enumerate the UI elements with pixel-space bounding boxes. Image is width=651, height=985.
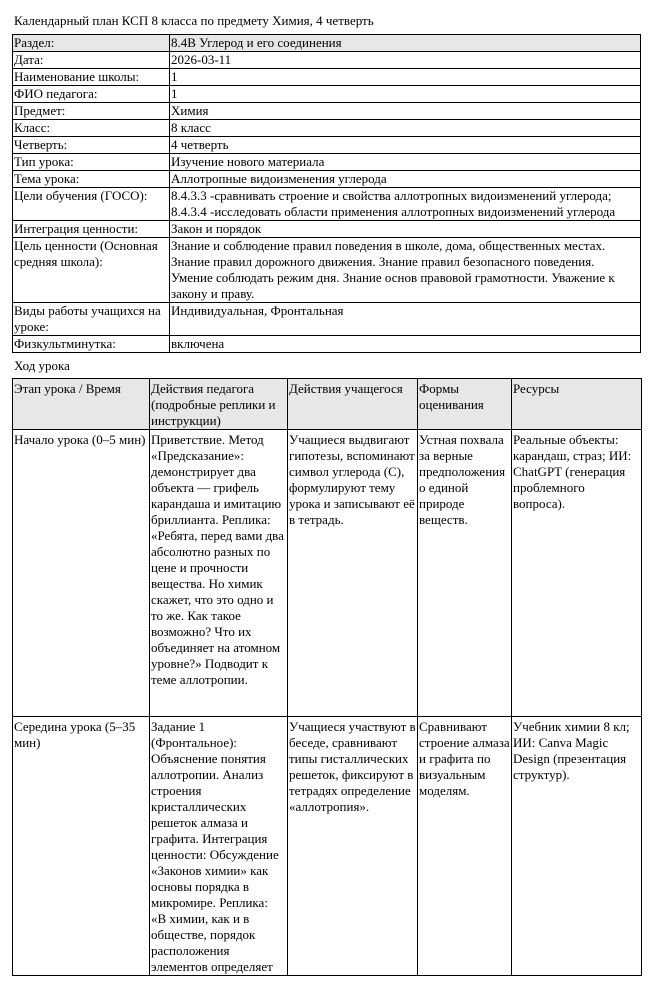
header-student-actions: Действия учащегося: [288, 379, 418, 430]
teacher-actions-cell: Приветствие. Метод «Предсказание»: демонстрирует два объекта — грифель карандаша и имитацию бриллианта. Реплика: «Ребята, перед вами два абсолютно разных по цене и прочности вещества. Но химик скажет, что это одно и то же. Как такое возможно? Что их объединяет на атомном уровне?» Подводит к теме аллотропии.: [150, 430, 288, 717]
info-label: Класс:: [13, 120, 170, 137]
info-value: 1: [170, 69, 641, 86]
info-value: Индивидуальная, Фронтальная: [170, 303, 641, 336]
info-label: Тип урока:: [13, 154, 170, 171]
info-row: [13, 154, 641, 171]
info-label: Физкультминутка:: [13, 336, 170, 353]
resources-cell: Реальные объекты: карандаш, страз; ИИ: ChatGPT (генерация проблемного вопроса).: [512, 430, 642, 717]
info-label: Цели обучения (ГОСО):: [13, 188, 170, 221]
info-label: Дата:: [13, 52, 170, 69]
header-resources: Ресурсы: [512, 379, 642, 430]
info-label: Цель ценности (Основная средняя школа):: [13, 238, 170, 303]
info-value: 8 класс: [170, 120, 641, 137]
info-value: 1: [170, 86, 641, 103]
header-stage: Этап урока / Время: [13, 379, 150, 430]
lesson-flow-table: [12, 378, 642, 976]
info-value: 2026-03-11: [170, 52, 641, 69]
flow-header-row: [13, 379, 642, 430]
student-actions-cell: Учащиеся выдвигают гипотезы, вспоминают символ углерода (С), формулируют тему урока и записывают её в тетрадь.: [288, 430, 418, 717]
info-row: [13, 69, 641, 86]
info-value: Изучение нового материала: [170, 154, 641, 171]
header-teacher-actions: Действия педагога (подробные реплики и инструкции): [150, 379, 288, 430]
info-value: Химия: [170, 103, 641, 120]
info-row: [13, 188, 641, 221]
info-value: 4 четверть: [170, 137, 641, 154]
info-row: [13, 137, 641, 154]
info-row: [13, 86, 641, 103]
info-row: [13, 171, 641, 188]
info-label: Раздел:: [13, 35, 170, 52]
header-assessment: Формы оценивания: [418, 379, 512, 430]
info-label: Наименование школы:: [13, 69, 170, 86]
resources-cell: Учебник химии 8 кл; ИИ: Canva Magic Design (презентация структур).: [512, 717, 642, 976]
info-value: 8.4.3.3 -сравнивать строение и свойства аллотропных видоизменений углерода; 8.4.3.4 -исследовать области применения аллотропных видоизменений углерода: [170, 188, 641, 221]
document-title: Календарный план КСП 8 класса по предмету Химия, 4 четверть: [14, 13, 374, 28]
info-label: Виды работы учащихся на уроке:: [13, 303, 170, 336]
info-row: [13, 221, 641, 238]
stage-cell: Начало урока (0–5 мин): [13, 430, 150, 717]
assessment-cell: Сравнивают строение алмаза и графита по визуальным моделям.: [418, 717, 512, 976]
teacher-actions-cell: Задание 1 (Фронтальное): Объяснение понятия аллотропии. Анализ строения кристаллических решеток алмаза и графита. Интеграция ценности: Обсуждение «Законов химии» как основы порядка в микромире. Реплика: «В химии, как и в обществе, порядок расположения элементов определяет: [150, 717, 288, 976]
info-row: [13, 103, 641, 120]
lesson-flow-heading: Ход урока: [14, 358, 70, 373]
info-label: Интеграция ценности:: [13, 221, 170, 238]
info-label: ФИО педагога:: [13, 86, 170, 103]
assessment-cell: Устная похвала за верные предположения о единой природе веществ.: [418, 430, 512, 717]
lesson-info-table: [12, 34, 641, 353]
info-label: Тема урока:: [13, 171, 170, 188]
info-value: Знание и соблюдение правил поведения в школе, дома, общественных местах. Знание правил дорожного движения. Знание правил безопасного поведения. Умение соблюдать режим дня. Знание основ правовой грамотности. Уважение к закону и праву.: [170, 238, 641, 303]
info-label: Четверть:: [13, 137, 170, 154]
info-row: [13, 303, 641, 336]
info-row: [13, 120, 641, 137]
flow-row-middle: [13, 717, 642, 976]
stage-cell: Середина урока (5–35 мин): [13, 717, 150, 976]
info-value: Аллотропные видоизменения углерода: [170, 171, 641, 188]
info-value: Закон и порядок: [170, 221, 641, 238]
info-value: включена: [170, 336, 641, 353]
info-row: [13, 336, 641, 353]
student-actions-cell: Учащиеся участвуют в беседе, сравнивают типы гисталлических решеток, фиксируют в тетрадях определение «аллотропия».: [288, 717, 418, 976]
flow-row-beginning: [13, 430, 642, 717]
info-row: [13, 52, 641, 69]
info-label: Предмет:: [13, 103, 170, 120]
info-value: 8.4В Углерод и его соединения: [170, 35, 641, 52]
info-row: [13, 238, 641, 303]
info-row: [13, 35, 641, 52]
